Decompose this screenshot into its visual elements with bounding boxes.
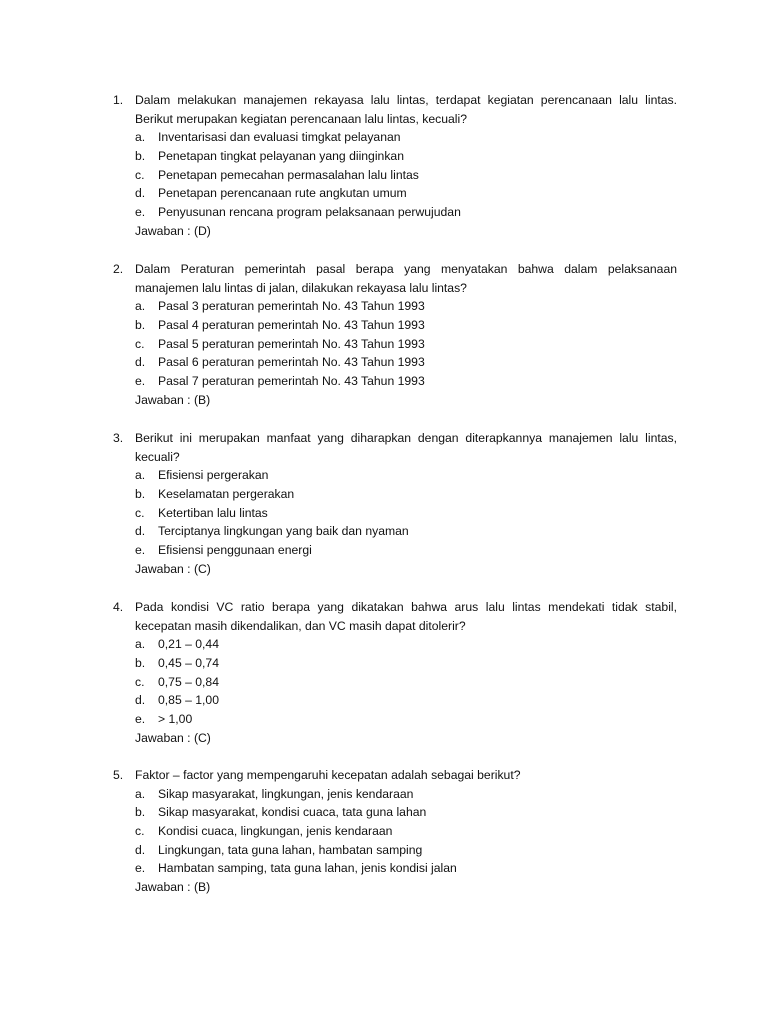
option-letter: b. — [135, 805, 146, 820]
option-e — [135, 541, 677, 560]
answer-key: Jawaban : (C) — [135, 561, 211, 576]
option-text: Penetapan pemecahan permasalahan lalu lintas — [158, 167, 419, 182]
answer-key: Jawaban : (C) — [135, 730, 211, 745]
option-d — [135, 184, 677, 203]
option-letter: c. — [135, 336, 145, 351]
option-text: Penetapan perencanaan rute angkutan umum — [158, 186, 407, 201]
question-number: 2. — [113, 262, 124, 276]
option-letter: c. — [135, 505, 145, 520]
option-letter: b. — [135, 318, 146, 333]
option-c — [135, 166, 677, 185]
option-letter: a. — [135, 299, 146, 314]
option-text: Penyusunan rencana program pelaksanaan perwujudan — [158, 205, 461, 220]
option-text: Pasal 3 peraturan pemerintah No. 43 Tahun 1993 — [158, 299, 425, 314]
option-c — [135, 504, 677, 523]
question-1 — [113, 91, 677, 241]
option-text: Penetapan tingkat pelayanan yang diinginkan — [158, 149, 404, 164]
answer-key: Jawaban : (D) — [135, 223, 211, 238]
option-d — [135, 841, 677, 860]
question-text: Dalam Peraturan pemerintah pasal berapa yang menyatakan bahwa dalam pelaksanaan manajemen lalu lintas di jalan, dilakukan rekayasa lalu lintas? — [135, 262, 677, 295]
option-text: Inventarisasi dan evaluasi timgkat pelayanan — [158, 130, 401, 145]
option-text: Pasal 5 peraturan pemerintah No. 43 Tahun 1993 — [158, 336, 425, 351]
option-e — [135, 710, 677, 729]
option-letter: a. — [135, 468, 146, 483]
option-d — [135, 522, 677, 541]
option-text: > 1,00 — [158, 712, 193, 727]
option-e — [135, 372, 677, 391]
option-b — [135, 485, 677, 504]
option-letter: c. — [135, 674, 145, 689]
question-5 — [113, 766, 677, 897]
option-c — [135, 822, 677, 841]
option-text: Sikap masyarakat, kondisi cuaca, tata guna lahan — [158, 805, 427, 820]
option-text: Hambatan samping, tata guna lahan, jenis kondisi jalan — [158, 861, 457, 876]
question-number: 3. — [113, 431, 124, 445]
option-letter: a. — [135, 637, 146, 652]
option-text: Pasal 4 peraturan pemerintah No. 43 Tahun 1993 — [158, 318, 425, 333]
option-text: Kondisi cuaca, lingkungan, jenis kendaraan — [158, 824, 393, 839]
option-text: Terciptanya lingkungan yang baik dan nyaman — [158, 524, 409, 539]
question-text: Faktor – factor yang mempengaruhi kecepatan adalah sebagai berikut? — [135, 768, 521, 782]
option-text: Sikap masyarakat, lingkungan, jenis kendaraan — [158, 786, 414, 801]
question-text: Pada kondisi VC ratio berapa yang dikatakan bahwa arus lalu lintas mendekati tidak stabil, kecepatan masih dikendalikan, dan VC masih dapat ditolerir? — [135, 600, 677, 633]
option-letter: e. — [135, 543, 146, 558]
option-text: Pasal 6 peraturan pemerintah No. 43 Tahun 1993 — [158, 355, 425, 370]
question-3 — [113, 429, 677, 579]
option-text: Keselamatan pergerakan — [158, 487, 295, 502]
question-number: 1. — [113, 93, 124, 107]
option-letter: e. — [135, 712, 146, 727]
option-letter: e. — [135, 205, 146, 220]
option-letter: d. — [135, 693, 146, 708]
option-b — [135, 147, 677, 166]
option-d — [135, 691, 677, 710]
option-b — [135, 803, 677, 822]
option-text: Ketertiban lalu lintas — [158, 505, 268, 520]
option-a — [135, 785, 677, 804]
option-text: Efisiensi pergerakan — [158, 468, 269, 483]
question-text: Dalam melakukan manajemen rekayasa lalu lintas, terdapat kegiatan perencanaan lalu lintas. Berikut merupakan kegiatan perencanaan lalu lintas, kecuali? — [135, 93, 677, 126]
option-a — [135, 466, 677, 485]
option-letter: d. — [135, 355, 146, 370]
option-letter: c. — [135, 167, 145, 182]
option-text: Pasal 7 peraturan pemerintah No. 43 Tahun 1993 — [158, 374, 425, 389]
answer-key: Jawaban : (B) — [135, 392, 211, 407]
option-c — [135, 335, 677, 354]
option-letter: d. — [135, 524, 146, 539]
question-4 — [113, 598, 677, 748]
option-text: 0,21 – 0,44 — [158, 637, 219, 652]
option-letter: d. — [135, 186, 146, 201]
answer-key: Jawaban : (B) — [135, 880, 211, 895]
question-text: Berikut ini merupakan manfaat yang diharapkan dengan diterapkannya manajemen lalu lintas, kecuali? — [135, 431, 677, 464]
option-d — [135, 353, 677, 372]
question-number: 4. — [113, 600, 124, 614]
option-b — [135, 316, 677, 335]
question-2 — [113, 260, 677, 410]
option-letter: e. — [135, 861, 146, 876]
option-a — [135, 635, 677, 654]
option-letter: c. — [135, 824, 145, 839]
option-text: 0,45 – 0,74 — [158, 656, 219, 671]
option-c — [135, 673, 677, 692]
option-letter: b. — [135, 149, 146, 164]
option-e — [135, 203, 677, 222]
option-a — [135, 128, 677, 147]
option-letter: d. — [135, 842, 146, 857]
option-a — [135, 297, 677, 316]
option-letter: e. — [135, 374, 146, 389]
option-text: 0,85 – 1,00 — [158, 693, 219, 708]
option-text: Lingkungan, tata guna lahan, hambatan samping — [158, 842, 423, 857]
option-letter: a. — [135, 786, 146, 801]
option-text: Efisiensi penggunaan energi — [158, 543, 312, 558]
option-e — [135, 859, 677, 878]
option-text: 0,75 – 0,84 — [158, 674, 219, 689]
question-number: 5. — [113, 768, 124, 782]
option-letter: b. — [135, 487, 146, 502]
option-b — [135, 654, 677, 673]
option-letter: a. — [135, 130, 146, 145]
option-letter: b. — [135, 656, 146, 671]
